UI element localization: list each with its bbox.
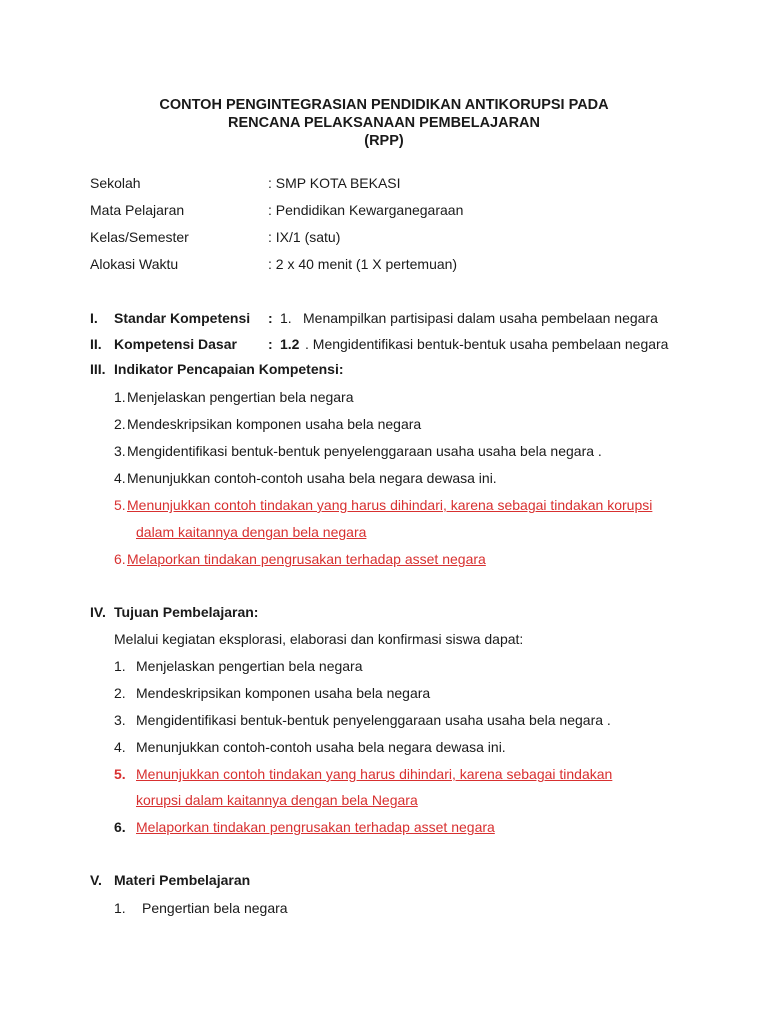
tujuan-item-5-text: Menunjukkan contoh tindakan yang harus dihindari, karena sebagai tindakan xyxy=(136,766,613,782)
indikator-item-3-text: Mengidentifikasi bentuk-bentuk penyelenggaraan usaha usaha bela negara . xyxy=(127,443,602,459)
tujuan-item-2-text: Mendeskripsikan komponen usaha bela negara xyxy=(136,685,431,701)
tujuan-item-5-number: 5. xyxy=(114,766,126,782)
title-line-1: CONTOH PENGINTEGRASIAN PENDIDIKAN ANTIKORUPSI PADA xyxy=(159,97,609,113)
tujuan-item-3-text: Mengidentifikasi bentuk-bentuk penyelenggaraan usaha usaha bela negara . xyxy=(136,712,611,728)
indikator-item-1-text: Menjelaskan pengertian bela negara xyxy=(127,389,354,405)
section-4-heading: Tujuan Pembelajaran: xyxy=(114,604,259,620)
indikator-item-6-text: Melaporkan tindakan pengrusakan terhadap asset negara xyxy=(127,551,486,567)
section-5-heading: Materi Pembelajaran xyxy=(114,872,251,888)
section-3-number: III. xyxy=(90,361,106,377)
identity-value-school: : SMP KOTA BEKASI xyxy=(268,175,401,191)
tujuan-item-1-text: Menjelaskan pengertian bela negara xyxy=(136,658,363,674)
identity-value-class: : IX/1 (satu) xyxy=(268,229,341,245)
identity-label-time: Alokasi Waktu xyxy=(90,256,179,272)
section-2-item-number: 1.2 xyxy=(280,336,300,352)
identity-label-subject: Mata Pelajaran xyxy=(90,202,185,218)
tujuan-item-5-text-cont: korupsi dalam kaitannya dengan bela Negara xyxy=(136,792,418,808)
tujuan-item-2-number: 2. xyxy=(114,685,126,701)
title-line-2: RENCANA PELAKSANAAN PEMBELAJARAN xyxy=(227,115,541,131)
indikator-item-2-text: Mendeskripsikan komponen usaha bela negara xyxy=(127,416,422,432)
indikator-item-4-text: Menunjukkan contoh-contoh usaha bela negara dewasa ini. xyxy=(127,470,497,486)
tujuan-item-1-number: 1. xyxy=(114,658,126,674)
section-1-colon: : xyxy=(268,310,273,326)
materi-item-1-number: 1. xyxy=(114,900,126,916)
tujuan-item-4-text: Menunjukkan contoh-contoh usaha bela negara dewasa ini. xyxy=(136,739,506,755)
indikator-item-6-number: 6. xyxy=(114,551,126,567)
materi-item-1-text: Pengertian bela negara xyxy=(142,900,288,916)
indikator-item-4-number: 4. xyxy=(114,470,126,486)
indikator-item-5-text: Menunjukkan contoh tindakan yang harus dihindari, karena sebagai tindakan korupsi xyxy=(127,497,653,513)
section-4-number: IV. xyxy=(90,604,106,620)
tujuan-intro: Melalui kegiatan eksplorasi, elaborasi dan konfirmasi siswa dapat: xyxy=(114,631,524,647)
section-1-label: Standar Kompetensi xyxy=(114,310,251,326)
section-3-heading: Indikator Pencapaian Kompetensi: xyxy=(114,361,344,377)
section-2-colon: : xyxy=(268,336,273,352)
section-5-number: V. xyxy=(90,872,102,888)
tujuan-item-4-number: 4. xyxy=(114,739,126,755)
identity-label-class: Kelas/Semester xyxy=(90,229,189,245)
tujuan-item-6-number: 6. xyxy=(114,819,126,835)
indikator-item-1-number: 1. xyxy=(114,389,126,405)
title-line-3: (RPP) xyxy=(364,133,404,149)
identity-label-school: Sekolah xyxy=(90,175,141,191)
section-1-number: I. xyxy=(90,310,98,326)
section-2-text: . Mengidentifikasi bentuk-bentuk usaha pembelaan negara xyxy=(305,336,669,352)
identity-value-time: : 2 x 40 menit (1 X pertemuan) xyxy=(268,256,458,272)
indikator-item-2-number: 2. xyxy=(114,416,126,432)
indikator-item-5-number: 5. xyxy=(114,497,126,513)
section-2-label: Kompetensi Dasar xyxy=(114,336,237,352)
section-1-text: Menampilkan partisipasi dalam usaha pembelaan negara xyxy=(303,310,658,326)
indikator-item-5-text-cont: dalam kaitannya dengan bela negara xyxy=(136,524,367,540)
tujuan-item-6-text: Melaporkan tindakan pengrusakan terhadap asset negara xyxy=(136,819,495,835)
tujuan-item-3-number: 3. xyxy=(114,712,126,728)
indikator-item-3-number: 3. xyxy=(114,443,126,459)
section-1-item-number: 1. xyxy=(280,310,292,326)
identity-value-subject: : Pendidikan Kewarganegaraan xyxy=(268,202,464,218)
section-2-number: II. xyxy=(90,336,102,352)
